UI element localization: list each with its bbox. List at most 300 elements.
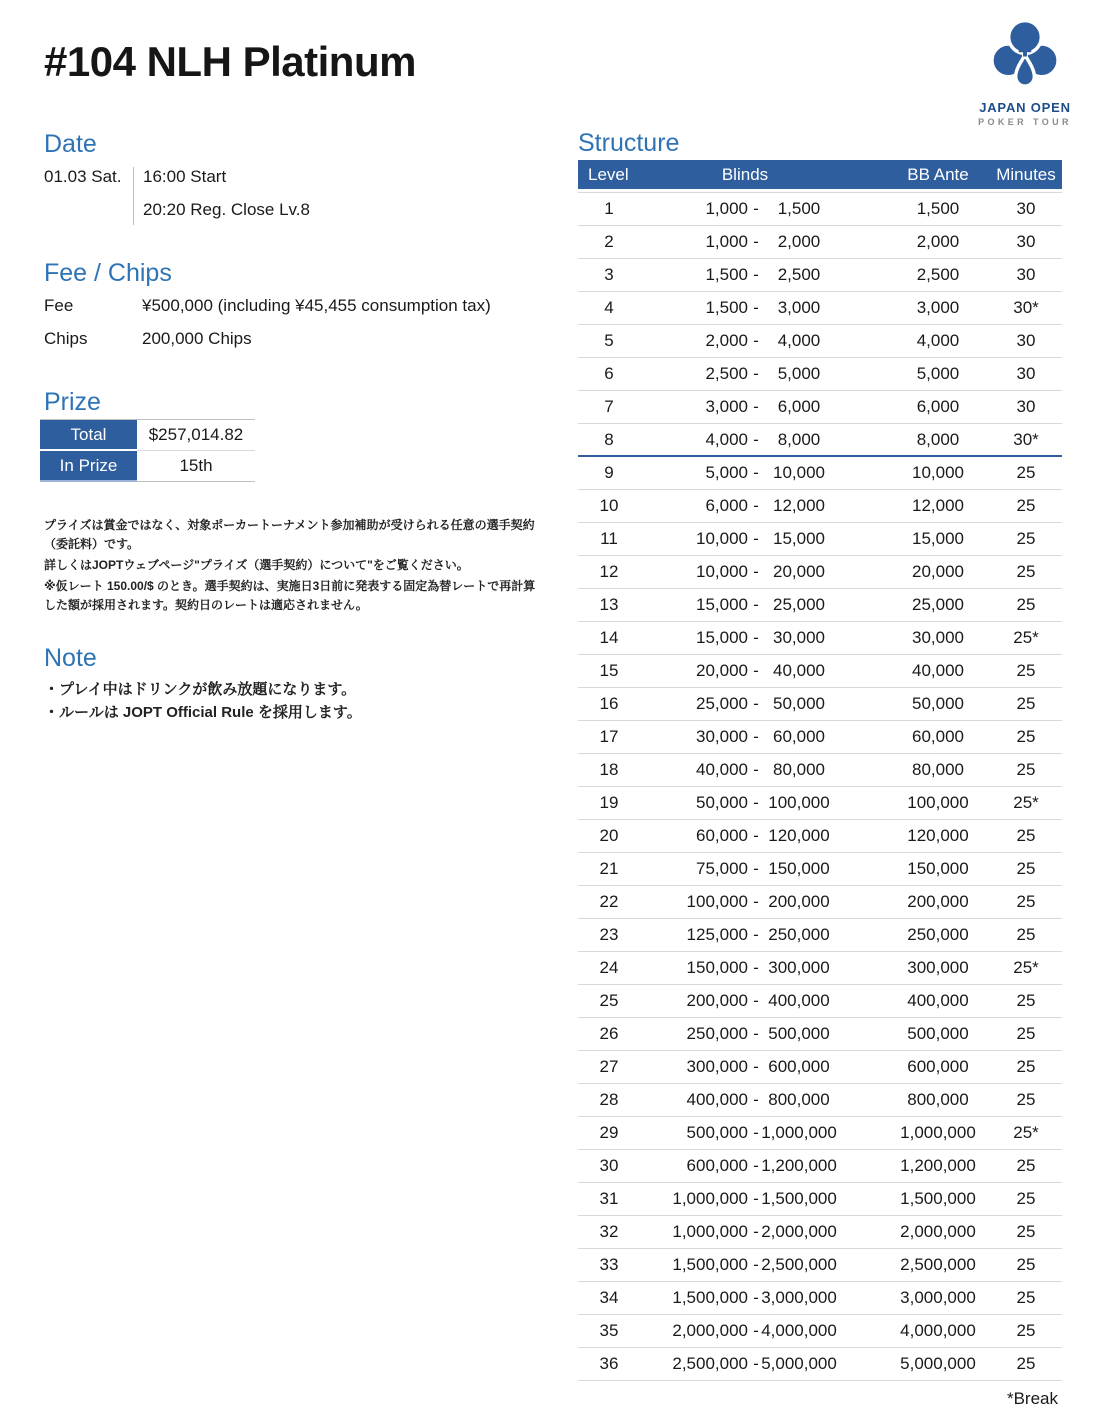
blinds-separator: - xyxy=(753,1189,759,1208)
minutes-cell: 25 xyxy=(1016,496,1036,515)
date-row xyxy=(44,167,536,225)
blinds-separator: - xyxy=(753,1288,759,1307)
structure-row xyxy=(578,1084,1062,1117)
blinds-separator: - xyxy=(753,694,759,713)
structure-row xyxy=(578,1018,1062,1051)
minutes-cell: 25 xyxy=(1016,1057,1036,1076)
blinds-separator: - xyxy=(753,265,759,284)
minutes-cell: 25 xyxy=(1016,529,1036,548)
blinds-separator: - xyxy=(753,298,759,317)
bb-ante-cell: 300,000 xyxy=(907,958,969,977)
bb-ante-cell: 200,000 xyxy=(907,892,969,911)
minutes-cell: 25 xyxy=(1016,1024,1036,1043)
structure-row xyxy=(578,985,1062,1018)
minutes-cell: 25 xyxy=(1016,859,1036,878)
level-cell: 3 xyxy=(604,265,614,284)
structure-row xyxy=(578,787,1062,820)
prize-row-label: In Prize xyxy=(40,451,137,482)
small-blind-cell: 10,000 xyxy=(696,529,748,548)
structure-row xyxy=(578,1348,1062,1381)
small-blind-cell: 30,000 xyxy=(696,727,748,746)
prize-row-value: 15th xyxy=(137,451,255,482)
small-blind-cell: 300,000 xyxy=(686,1057,748,1076)
structure-row xyxy=(578,490,1062,523)
minutes-cell: 25 xyxy=(1016,661,1036,680)
small-blind-cell: 25,000 xyxy=(696,694,748,713)
big-blind-cell: 800,000 xyxy=(768,1090,830,1109)
level-cell: 34 xyxy=(599,1288,619,1307)
level-cell: 14 xyxy=(599,628,619,647)
fee-chips-row xyxy=(44,296,536,316)
level-cell: 33 xyxy=(599,1255,619,1274)
blinds-separator: - xyxy=(753,429,759,449)
blinds-separator: - xyxy=(753,991,759,1010)
minutes-cell: 25* xyxy=(1013,1123,1039,1142)
big-blind-cell: 30,000 xyxy=(773,628,825,647)
bb-ante-cell: 2,500,000 xyxy=(900,1255,976,1274)
small-blind-cell: 1,500,000 xyxy=(672,1288,748,1307)
prize-section xyxy=(40,387,255,482)
bb-ante-cell: 6,000 xyxy=(916,397,960,416)
blinds-separator: - xyxy=(753,1123,759,1142)
blinds-separator: - xyxy=(753,232,759,251)
level-cell: 32 xyxy=(599,1222,619,1241)
level-cell: 15 xyxy=(599,661,619,680)
blinds-separator: - xyxy=(753,529,759,548)
bb-ante-cell: 8,000 xyxy=(916,429,960,449)
fee-chips-heading: Fee / Chips xyxy=(44,259,172,287)
big-blind-cell: 5,000 xyxy=(777,364,821,383)
big-blind-cell: 500,000 xyxy=(768,1024,830,1043)
note-heading: Note xyxy=(44,644,97,672)
small-blind-cell: 60,000 xyxy=(696,826,748,845)
date-items xyxy=(133,167,310,225)
small-blind-cell: 2,000,000 xyxy=(672,1321,748,1340)
small-blind-cell: 15,000 xyxy=(696,595,748,614)
minutes-cell: 30 xyxy=(1016,331,1036,350)
level-cell: 35 xyxy=(599,1321,619,1340)
note-section xyxy=(44,643,536,724)
big-blind-cell: 80,000 xyxy=(773,760,825,779)
minutes-cell: 25* xyxy=(1013,793,1039,812)
structure-row xyxy=(578,292,1062,325)
prize-disclaimer xyxy=(44,516,544,617)
level-cell: 23 xyxy=(599,925,619,944)
structure-row xyxy=(578,655,1062,688)
bb-ante-cell: 10,000 xyxy=(912,463,964,482)
minutes-cell: 25* xyxy=(1013,628,1039,647)
prize-row xyxy=(40,420,255,451)
blinds-separator: - xyxy=(753,760,759,779)
bb-ante-cell: 120,000 xyxy=(907,826,969,845)
structure-row xyxy=(578,754,1062,787)
minutes-cell: 25 xyxy=(1016,1255,1036,1274)
big-blind-cell: 1,500,000 xyxy=(761,1189,837,1208)
minutes-cell: 25 xyxy=(1016,1090,1036,1109)
bb-ante-cell: 80,000 xyxy=(912,760,964,779)
bb-ante-cell: 25,000 xyxy=(912,595,964,614)
minutes-cell: 25 xyxy=(1016,991,1036,1010)
structure-row xyxy=(578,1051,1062,1084)
big-blind-cell: 4,000,000 xyxy=(761,1321,837,1340)
structure-row xyxy=(578,1282,1062,1315)
minutes-cell: 25 xyxy=(1016,925,1036,944)
structure-row xyxy=(578,1117,1062,1150)
level-cell: 27 xyxy=(599,1057,619,1076)
big-blind-cell: 2,000 xyxy=(777,232,821,251)
structure-row xyxy=(578,424,1062,457)
level-cell: 16 xyxy=(599,694,619,713)
structure-row xyxy=(578,457,1062,490)
blinds-separator: - xyxy=(753,958,759,977)
level-cell: 21 xyxy=(599,859,619,878)
small-blind-cell: 500,000 xyxy=(686,1123,748,1142)
blinds-separator: - xyxy=(753,562,759,581)
blinds-separator: - xyxy=(753,364,759,383)
blinds-separator: - xyxy=(753,1156,759,1175)
big-blind-cell: 250,000 xyxy=(768,925,830,944)
small-blind-cell: 1,000,000 xyxy=(672,1222,748,1241)
note-items xyxy=(44,678,536,724)
level-cell: 18 xyxy=(599,760,619,779)
blinds-separator: - xyxy=(753,1321,759,1340)
column-header-blinds: Blinds xyxy=(721,164,769,184)
big-blind-cell: 15,000 xyxy=(773,529,825,548)
minutes-cell: 30 xyxy=(1016,265,1036,284)
fee-chips-label: Chips xyxy=(44,329,88,348)
prize-disclaimer-line: プライズは賞金ではなく、対象ポーカートーナメント参加補助が受けられる任意の選手契約（委託料）です。 xyxy=(44,518,535,551)
fee-chips-section xyxy=(44,258,536,362)
big-blind-cell: 200,000 xyxy=(768,892,830,911)
big-blind-cell: 2,000,000 xyxy=(761,1222,837,1241)
break-footnote: *Break xyxy=(1006,1389,1058,1408)
structure-row xyxy=(578,721,1062,754)
blinds-separator: - xyxy=(753,397,759,416)
big-blind-cell: 4,000 xyxy=(777,331,821,350)
level-cell: 9 xyxy=(604,463,614,482)
structure-row xyxy=(578,589,1062,622)
bb-ante-cell: 800,000 xyxy=(907,1090,969,1109)
page-title: #104 NLH Platinum xyxy=(44,38,416,85)
prize-row-value: $257,014.82 xyxy=(137,420,255,451)
bb-ante-cell: 100,000 xyxy=(907,793,969,812)
minutes-cell: 25 xyxy=(1016,463,1036,482)
minutes-cell: 30 xyxy=(1016,199,1036,218)
small-blind-cell: 600,000 xyxy=(686,1156,748,1175)
date-heading: Date xyxy=(44,130,97,158)
logo-text-poker-tour: POKER TOUR xyxy=(978,117,1072,127)
small-blind-cell: 75,000 xyxy=(696,859,748,878)
level-cell: 8 xyxy=(604,429,614,449)
small-blind-cell: 6,000 xyxy=(705,496,748,515)
date-section xyxy=(44,129,536,225)
big-blind-cell: 600,000 xyxy=(768,1057,830,1076)
level-cell: 11 xyxy=(600,529,618,548)
bb-ante-cell: 20,000 xyxy=(912,562,964,581)
jopt-clover-icon xyxy=(986,16,1064,97)
bb-ante-cell: 600,000 xyxy=(907,1057,969,1076)
big-blind-cell: 2,500 xyxy=(777,265,821,284)
level-cell: 1 xyxy=(604,199,614,218)
big-blind-cell: 400,000 xyxy=(768,991,830,1010)
big-blind-cell: 20,000 xyxy=(773,562,825,581)
logo-text-japan-open: JAPAN OPEN xyxy=(979,100,1071,115)
blinds-separator: - xyxy=(753,331,759,350)
date-item: 20:20 Reg. Close Lv.8 xyxy=(143,200,310,219)
big-blind-cell: 1,000,000 xyxy=(761,1123,837,1142)
column-header-level: Level xyxy=(588,164,629,184)
blinds-separator: - xyxy=(753,1222,759,1241)
structure-row xyxy=(578,853,1062,886)
minutes-cell: 25 xyxy=(1016,826,1036,845)
fee-chips-row xyxy=(44,329,536,349)
small-blind-cell: 1,000,000 xyxy=(672,1189,748,1208)
small-blind-cell: 15,000 xyxy=(696,628,748,647)
small-blind-cell: 20,000 xyxy=(696,661,748,680)
note-item: ・プレイ中はドリンクが飲み放題になります。 xyxy=(44,681,357,698)
bb-ante-cell: 1,500,000 xyxy=(900,1189,976,1208)
structure-row xyxy=(578,226,1062,259)
structure-row xyxy=(578,556,1062,589)
minutes-cell: 30 xyxy=(1016,232,1036,251)
small-blind-cell: 125,000 xyxy=(686,925,748,944)
prize-table xyxy=(40,419,255,482)
level-cell: 10 xyxy=(599,496,619,515)
level-cell: 22 xyxy=(599,892,619,911)
structure-row xyxy=(578,1150,1062,1183)
small-blind-cell: 150,000 xyxy=(686,958,748,977)
level-cell: 20 xyxy=(599,826,619,845)
structure-row xyxy=(578,193,1062,226)
big-blind-cell: 3,000,000 xyxy=(761,1288,837,1307)
bb-ante-cell: 5,000 xyxy=(916,364,960,383)
level-cell: 5 xyxy=(604,331,614,350)
minutes-cell: 25 xyxy=(1016,694,1036,713)
bb-ante-cell: 50,000 xyxy=(912,694,964,713)
fee-chips-label: Fee xyxy=(44,296,74,315)
minutes-cell: 25 xyxy=(1016,760,1036,779)
level-cell: 24 xyxy=(599,958,619,977)
bb-ante-cell: 2,500 xyxy=(916,265,960,284)
structure-row xyxy=(578,358,1062,391)
blinds-separator: - xyxy=(753,1024,759,1043)
structure-section xyxy=(578,129,1062,1409)
big-blind-cell: 100,000 xyxy=(768,793,830,812)
level-cell: 31 xyxy=(599,1189,619,1208)
bb-ante-cell: 1,500 xyxy=(916,199,960,218)
bb-ante-cell: 4,000 xyxy=(916,331,960,350)
small-blind-cell: 2,000 xyxy=(705,331,748,350)
small-blind-cell: 10,000 xyxy=(696,562,748,581)
minutes-cell: 25 xyxy=(1016,892,1036,911)
level-cell: 4 xyxy=(604,298,614,317)
big-blind-cell: 3,000 xyxy=(777,298,821,317)
small-blind-cell: 1,500 xyxy=(705,298,748,317)
small-blind-cell: 200,000 xyxy=(686,991,748,1010)
structure-row xyxy=(578,919,1062,952)
fee-chips-value: ¥500,000 (including ¥45,455 consumption tax) xyxy=(142,296,491,315)
bb-ante-cell: 15,000 xyxy=(912,529,964,548)
blinds-separator: - xyxy=(753,727,759,746)
prize-row xyxy=(40,451,255,482)
big-blind-cell: 120,000 xyxy=(768,826,830,845)
bb-ante-cell: 150,000 xyxy=(907,859,969,878)
big-blind-cell: 40,000 xyxy=(773,661,825,680)
level-cell: 13 xyxy=(599,595,619,614)
blinds-separator: - xyxy=(753,496,759,515)
big-blind-cell: 25,000 xyxy=(773,595,825,614)
level-cell: 25 xyxy=(599,991,619,1010)
small-blind-cell: 250,000 xyxy=(686,1024,748,1043)
jopt-logo xyxy=(974,16,1076,127)
bb-ante-cell: 60,000 xyxy=(912,727,964,746)
small-blind-cell: 50,000 xyxy=(696,793,748,812)
bb-ante-cell: 500,000 xyxy=(907,1024,969,1043)
structure-row xyxy=(578,1183,1062,1216)
level-cell: 28 xyxy=(599,1090,619,1109)
minutes-cell: 25 xyxy=(1016,562,1036,581)
big-blind-cell: 5,000,000 xyxy=(761,1354,837,1373)
structure-row xyxy=(578,622,1062,655)
big-blind-cell: 1,500 xyxy=(777,199,821,218)
blinds-separator: - xyxy=(753,463,759,482)
structure-row xyxy=(578,391,1062,424)
minutes-cell: 25 xyxy=(1016,1321,1036,1340)
blinds-separator: - xyxy=(753,859,759,878)
big-blind-cell: 8,000 xyxy=(777,429,821,449)
small-blind-cell: 4,000 xyxy=(705,429,748,449)
column-header-bb-ante: BB Ante xyxy=(907,164,969,184)
blinds-separator: - xyxy=(753,1057,759,1076)
bb-ante-cell: 1,000,000 xyxy=(900,1123,976,1142)
bb-ante-cell: 3,000 xyxy=(916,298,960,317)
small-blind-cell: 40,000 xyxy=(696,760,748,779)
bb-ante-cell: 1,200,000 xyxy=(900,1156,976,1175)
blinds-separator: - xyxy=(753,826,759,845)
small-blind-cell: 1,500,000 xyxy=(672,1255,748,1274)
minutes-cell: 25 xyxy=(1016,1156,1036,1175)
minutes-cell: 30 xyxy=(1016,364,1036,383)
minutes-cell: 25 xyxy=(1016,1222,1036,1241)
bb-ante-cell: 12,000 xyxy=(912,496,964,515)
small-blind-cell: 3,000 xyxy=(705,397,748,416)
minutes-cell: 25* xyxy=(1013,958,1039,977)
prize-disclaimer-line: 詳しくはJOPTウェブページ"プライズ（選手契約）について"をご覧ください。 xyxy=(44,558,469,572)
level-cell: 12 xyxy=(599,562,619,581)
small-blind-cell: 1,000 xyxy=(705,232,748,251)
minutes-cell: 25 xyxy=(1016,1354,1036,1373)
small-blind-cell: 400,000 xyxy=(686,1090,748,1109)
structure-row xyxy=(578,886,1062,919)
small-blind-cell: 5,000 xyxy=(705,463,748,482)
structure-row xyxy=(578,1249,1062,1282)
date-day: 01.03 Sat. xyxy=(44,167,122,186)
big-blind-cell: 50,000 xyxy=(773,694,825,713)
bb-ante-cell: 2,000,000 xyxy=(900,1222,976,1241)
blinds-separator: - xyxy=(753,892,759,911)
level-cell: 26 xyxy=(599,1024,619,1043)
bb-ante-cell: 30,000 xyxy=(912,628,964,647)
structure-row xyxy=(578,1216,1062,1249)
minutes-cell: 30* xyxy=(1013,429,1039,449)
minutes-cell: 25 xyxy=(1016,595,1036,614)
bb-ante-cell: 4,000,000 xyxy=(900,1321,976,1340)
blinds-separator: - xyxy=(753,595,759,614)
structure-row xyxy=(578,325,1062,358)
small-blind-cell: 1,000 xyxy=(705,199,748,218)
structure-row xyxy=(578,820,1062,853)
blinds-separator: - xyxy=(753,661,759,680)
level-cell: 17 xyxy=(599,727,619,746)
column-header-minutes: Minutes xyxy=(996,164,1056,184)
structure-row xyxy=(578,1315,1062,1348)
big-blind-cell: 150,000 xyxy=(768,859,830,878)
blinds-separator: - xyxy=(753,925,759,944)
date-item: 16:00 Start xyxy=(143,167,227,186)
blinds-separator: - xyxy=(753,1090,759,1109)
level-cell: 2 xyxy=(604,232,614,251)
blinds-separator: - xyxy=(753,1354,759,1373)
bb-ante-cell: 3,000,000 xyxy=(900,1288,976,1307)
blinds-separator: - xyxy=(753,793,759,812)
structure-row xyxy=(578,952,1062,985)
minutes-cell: 25 xyxy=(1016,1189,1036,1208)
small-blind-cell: 2,500,000 xyxy=(672,1354,748,1373)
prize-disclaimer-line: ※仮レート 150.00/$ のとき。選手契約は、実施日3日前に発表する固定為替レートで再計算した額が採用されます。契約日のレートは適応されません。 xyxy=(44,579,536,612)
prize-row-label: Total xyxy=(40,420,137,451)
level-cell: 30 xyxy=(599,1156,619,1175)
big-blind-cell: 60,000 xyxy=(773,727,825,746)
prize-heading: Prize xyxy=(44,388,101,416)
bb-ante-cell: 2,000 xyxy=(916,232,960,251)
minutes-cell: 25 xyxy=(1016,1288,1036,1307)
bb-ante-cell: 40,000 xyxy=(912,661,964,680)
level-cell: 7 xyxy=(604,397,614,416)
big-blind-cell: 12,000 xyxy=(773,496,825,515)
small-blind-cell: 2,500 xyxy=(705,364,748,383)
note-item: ・ルールは JOPT Official Rule を採用します。 xyxy=(44,704,362,721)
bb-ante-cell: 5,000,000 xyxy=(900,1354,976,1373)
fee-chips-rows xyxy=(44,296,536,349)
big-blind-cell: 6,000 xyxy=(777,397,821,416)
fee-chips-value: 200,000 Chips xyxy=(142,329,252,348)
structure-row xyxy=(578,259,1062,292)
blinds-separator: - xyxy=(753,1255,759,1274)
minutes-cell: 30* xyxy=(1013,298,1039,317)
structure-rows xyxy=(578,192,1062,1381)
big-blind-cell: 300,000 xyxy=(768,958,830,977)
small-blind-cell: 1,500 xyxy=(705,265,748,284)
blinds-separator: - xyxy=(753,628,759,647)
big-blind-cell: 1,200,000 xyxy=(761,1156,837,1175)
blinds-separator: - xyxy=(753,199,759,218)
minutes-cell: 30 xyxy=(1016,397,1036,416)
level-cell: 6 xyxy=(604,364,614,383)
level-cell: 36 xyxy=(599,1354,619,1373)
structure-table-header xyxy=(578,160,1062,189)
level-cell: 19 xyxy=(599,793,619,812)
structure-heading: Structure xyxy=(578,129,680,157)
small-blind-cell: 100,000 xyxy=(686,892,748,911)
structure-row xyxy=(578,688,1062,721)
minutes-cell: 25 xyxy=(1016,727,1036,746)
bb-ante-cell: 250,000 xyxy=(907,925,969,944)
big-blind-cell: 10,000 xyxy=(773,463,825,482)
structure-row xyxy=(578,523,1062,556)
bb-ante-cell: 400,000 xyxy=(907,991,969,1010)
level-cell: 29 xyxy=(599,1123,619,1142)
big-blind-cell: 2,500,000 xyxy=(761,1255,837,1274)
